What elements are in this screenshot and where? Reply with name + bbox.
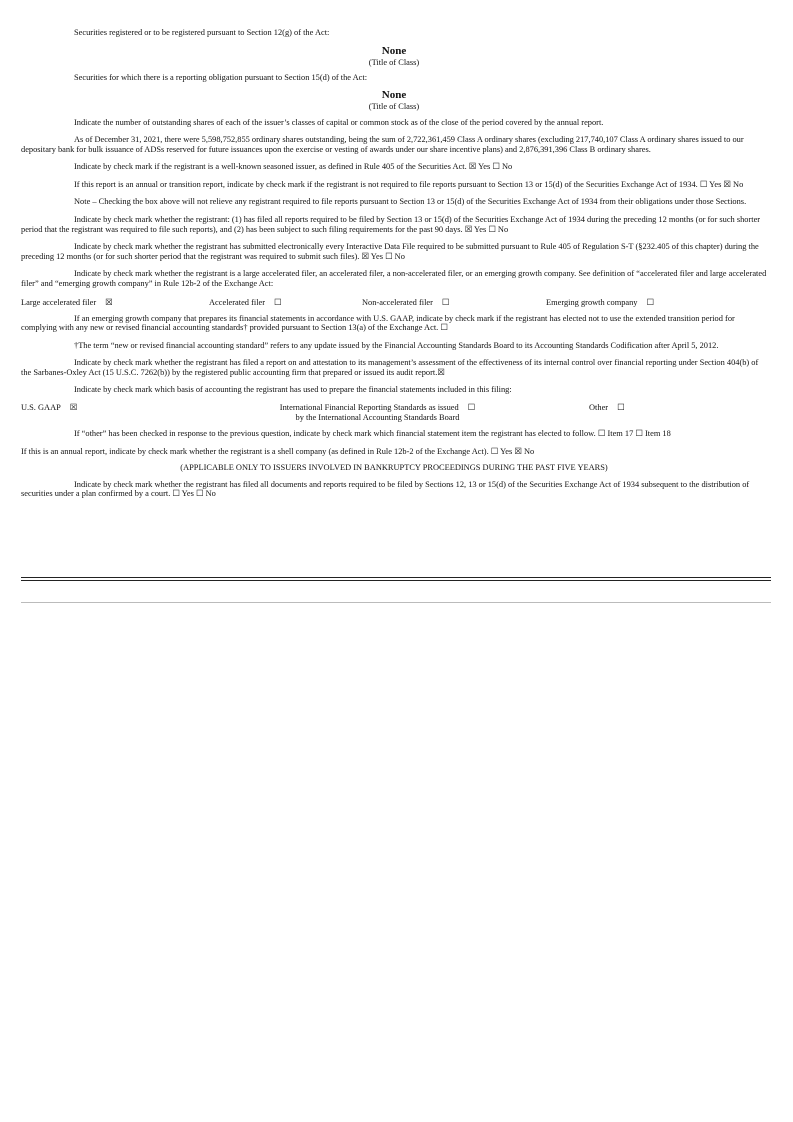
double-rule-divider: [21, 577, 771, 581]
us-gaap-option: [21, 403, 77, 413]
not-required-question: If this report is an annual or transition report, indicate by check mark if the registrant is not required to file reports pursuant to Section 13 or 15(d) of the Securities Exchange Act of 1934. ☐ Yes ☒ No: [74, 179, 744, 189]
bankruptcy-question: Indicate by check mark whether the registrant has filed all documents and reports required to be filed by Sections 12, 13 or 15(d) of the Securities Exchange Act of 1934 subsequent to the distribution of securities under a plan confirmed by a court. ☐ Yes ☐ No: [21, 479, 750, 499]
outstanding-detail: As of December 31, 2021, there were 5,598,752,855 ordinary shares outstanding, being the sum of 2,722,361,459 Class A ordinary shares (excluding 217,740,107 Class A ordinary shares issued to our depositary bank for bulk issuance of ADSs reserved for future issuances upon the exercise or vesting of awards under our share incentive plans) and 2,876,391,396 Class B ordinary shares.: [21, 134, 744, 154]
ifrs-label-line2: by the International Accounting Standards Board: [295, 412, 460, 422]
basis-options-row: [21, 403, 767, 424]
bankruptcy-heading: (APPLICABLE ONLY TO ISSUERS INVOLVED IN BANKRUPTCY PROCEEDINGS DURING THE PAST FIVE YEARS): [180, 463, 608, 473]
sec15d-label: Securities for which there is a reporting obligation pursuant to Section 15(d) of the Act:: [74, 73, 368, 83]
outstanding-intro: Indicate the number of outstanding shares of each of the issuer’s classes of capital or common stock as of the close of the period covered by the annual report.: [74, 118, 604, 128]
large-accelerated-filer-label: Large accelerated filer: [21, 297, 97, 307]
non-accelerated-filer-checkbox[interactable]: ☐: [441, 297, 450, 307]
ifrs-checkbox[interactable]: ☐: [467, 403, 476, 413]
footnote-dagger: †The term “new or revised financial accounting standard” refers to any update issued by the Financial Accounting Standards Board to its Accounting Standards Codification after April 5, 2012.: [74, 340, 719, 350]
emerging-growth-company-label: Emerging growth company: [546, 297, 638, 307]
form-cover-page: [21, 28, 767, 499]
sox-question: Indicate by check mark whether the registrant has filed a report on and attestation to its management’s assessment of the effectiveness of its internal control over financial reporting under Section 404(b) of the Sarbanes-Oxley Act (15 U.S.C. 7262(b)) by the registered public accounting firm that prepared or issued its audit report.☒: [21, 358, 759, 377]
page-break-rule: [21, 602, 771, 603]
egc-question: If an emerging growth company that prepares its financial statements in accordance with U.S. GAAP, indicate by check mark if the registrant has elected not to use the extended transition period for complying with any new or revised financial accounting standards† provided pursuant to Section 13(a) of the Exchange Act. ☐: [21, 313, 735, 333]
emerging-growth-company-option: [546, 298, 654, 308]
sec15d-value: None: [381, 88, 407, 101]
other-checkbox[interactable]: ☐: [617, 403, 625, 413]
other-label: Other: [589, 403, 609, 413]
sec15d-caption: (Title of Class): [368, 101, 420, 111]
sec12g-label: Securities registered or to be registered pursuant to Section 12(g) of the Act:: [74, 28, 330, 37]
non-accelerated-filer-option: [362, 298, 449, 308]
accelerated-filer-label: Accelerated filer: [209, 297, 266, 307]
ifrs-option: [252, 403, 503, 422]
accelerated-filer-option: [209, 298, 282, 308]
note-paragraph: Note – Checking the box above will not relieve any registrant required to file reports pursuant to Section 13 or 15(d) of the Securities Exchange Act of 1934 from their obligations under those Sections.: [74, 197, 747, 207]
large-accelerated-filer-option: [21, 298, 113, 308]
other-item-question: If “other” has been checked in response to the previous question, indicate by check mark which financial statement item the registrant has elected to follow. ☐ Item 17 ☐ Item 18: [74, 429, 671, 439]
us-gaap-label: U.S. GAAP: [21, 403, 61, 413]
ifrs-label: International Financial Reporting Standards as issued: [279, 403, 459, 413]
filer-options-row: [21, 298, 767, 309]
filer-type-question: Indicate by check mark whether the registrant is a large accelerated filer, an accelerated filer, a non-accelerated filer, or an emerging growth company. See definition of “accelerated filer and large accelerated filer” and “emerging growth company” in Rule 12b-2 of the Exchange Act:: [21, 269, 767, 288]
sec12g-caption: (Title of Class): [368, 57, 420, 67]
sec12g-value: None: [381, 44, 407, 57]
large-accelerated-filer-checkbox[interactable]: ☒: [105, 297, 113, 307]
interactive-data-question: Indicate by check mark whether the registrant has submitted electronically every Interactive Data File required to be submitted pursuant to Rule 405 of Regulation S-T (§232.405 of this chapter) during the preceding 12 months (or for such shorter period that the registrant was required to submit such files). ☒ Yes ☐ No: [21, 242, 759, 261]
accounting-basis-question: Indicate by check mark which basis of accounting the registrant has used to prepare the financial statements included in this filing:: [74, 385, 512, 395]
accelerated-filer-checkbox[interactable]: ☐: [274, 297, 282, 307]
emerging-growth-company-checkbox[interactable]: ☐: [646, 297, 655, 307]
shell-company-question: If this is an annual report, indicate by check mark whether the registrant is a shell company (as defined in Rule 12b-2 of the Exchange Act). ☐ Yes ☒ No: [21, 446, 535, 456]
other-option: [589, 403, 625, 413]
wksi-question: Indicate by check mark if the registrant is a well-known seasoned issuer, as defined in Rule 405 of the Securities Act. ☒ Yes ☐ No: [74, 162, 513, 172]
filed-reports-question: Indicate by check mark whether the registrant: (1) has filed all reports required to be filed by Section 13 or 15(d) of the Securities Exchange Act of 1934 during the preceding 12 months (or for such shorter period that the registrant was required to file such reports), and (2) has been subject to such filing requirements for the past 90 days. ☒ Yes ☐ No: [21, 214, 761, 234]
non-accelerated-filer-label: Non-accelerated filer: [362, 297, 433, 307]
us-gaap-checkbox[interactable]: ☒: [69, 403, 78, 413]
